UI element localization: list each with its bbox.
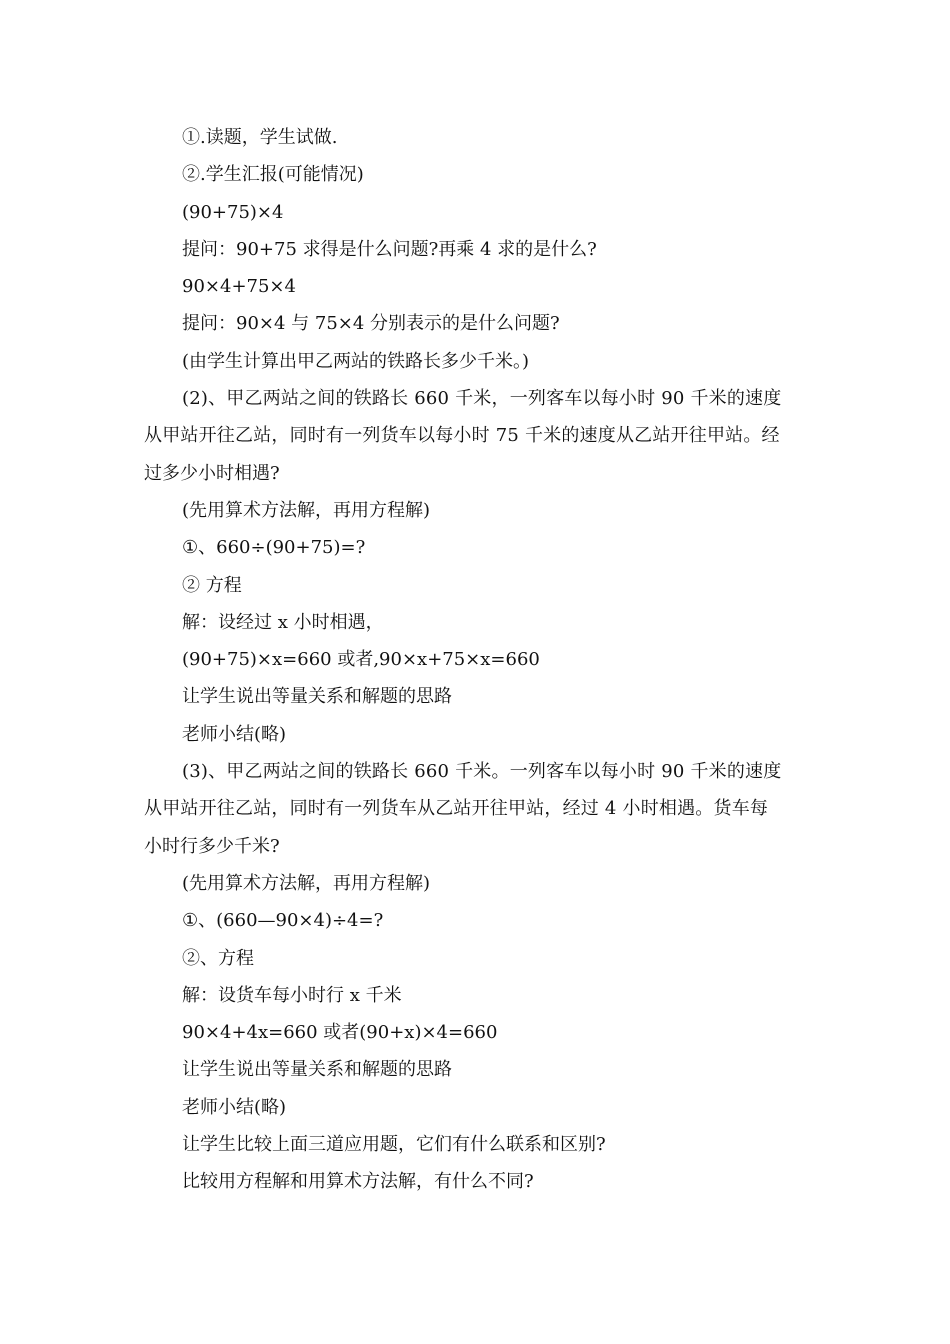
text-line: ①.读题，学生试做. [182,127,338,148]
text-line: ①、(660—90×4)÷4=? [182,910,384,932]
problem-2-line-3: 过多少小时相遇? [144,462,280,484]
problem-3-line-3: 小时行多少千米? [144,835,280,857]
text-line: 老师小结(略) [182,1096,287,1118]
text-line: ①、660÷(90+75)=? [182,537,366,559]
text-line: 让学生说出等量关系和解题的思路 [182,686,452,708]
problem-2-line-2: 从甲站开往乙站，同时有一列货车以每小时 75 千米的速度从乙站开往甲站。经 [144,425,780,447]
text-line: 90×4+4x=660 或者(90+x)×4=660 [182,1022,498,1044]
problem-3-line-2: 从甲站开往乙站，同时有一列货车从乙站开往甲站，经过 4 小时相遇。货车每 [144,798,769,820]
document-body [144,119,808,1201]
text-line: (由学生计算出甲乙两站的铁路长多少千米。) [182,350,530,372]
text-line: (90+75)×x=660 或者,90×x+75×x=660 [182,649,540,671]
text-line: (先用算术方法解，再用方程解) [182,872,431,894]
text-line: (先用算术方法解，再用方程解) [182,499,431,521]
text-line: 解：设经过 x 小时相遇， [182,611,384,633]
text-line: 解：设货车每小时行 x 千米 [182,984,402,1006]
problem-3-line-1: (3)、甲乙两站之间的铁路长 660 千米。一列客车以每小时 90 千米的速度 [182,761,782,783]
text-line: (90+75)×4 [182,201,284,223]
text-line: 比较用方程解和用算术方法解，有什么不同? [182,1171,534,1193]
text-line: 提问：90+75 求得是什么问题?再乘 4 求的是什么? [182,238,597,260]
text-line: ②、方程 [182,947,254,969]
text-line: 老师小结(略) [182,723,287,745]
text-line: ② 方程 [182,574,242,596]
text-line: 让学生说出等量关系和解题的思路 [182,1059,452,1081]
text-line: ②.学生汇报(可能情况) [182,164,364,186]
text-line: 让学生比较上面三道应用题，它们有什么联系和区别? [182,1134,606,1156]
problem-2-line-1: (2)、甲乙两站之间的铁路长 660 千米，一列客车以每小时 90 千米的速度 [182,388,782,410]
text-line: 90×4+75×4 [182,276,296,298]
text-line: 提问：90×4 与 75×4 分别表示的是什么问题? [182,313,560,335]
